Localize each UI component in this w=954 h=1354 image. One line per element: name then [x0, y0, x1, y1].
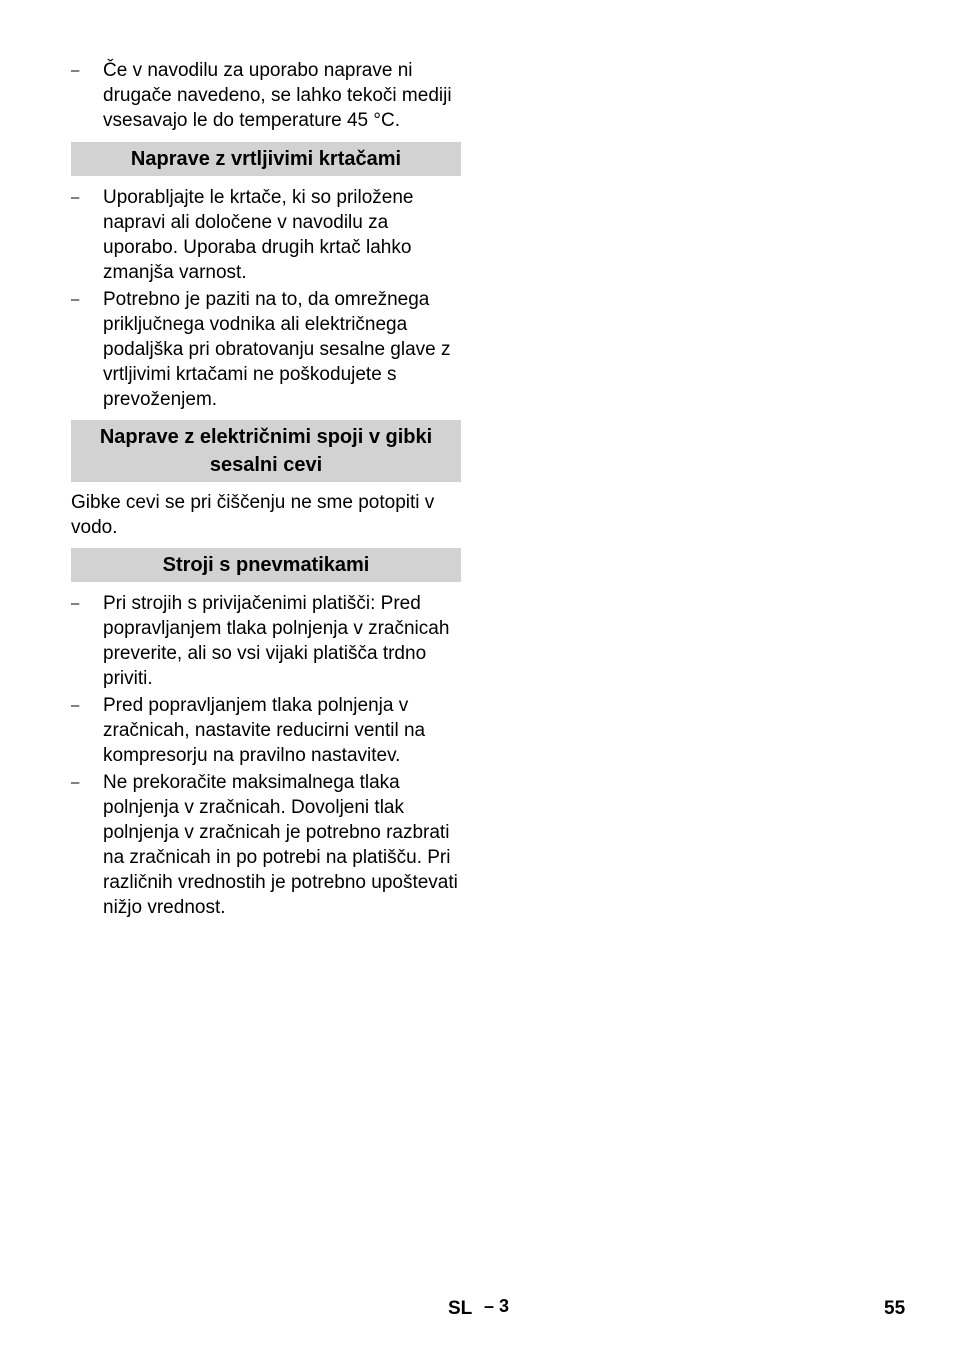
- list-item: [71, 770, 461, 920]
- list-item: [71, 287, 461, 412]
- footer-language-code: SL: [448, 1298, 473, 1319]
- list-item-text: Ne prekoračite maksimalnega tlaka polnjenja v zračnicah. Dovoljeni tlak polnjenja v zračnicah je potrebno razbrati na zračnicah in po potrebi na platišču. Pri različnih vrednostih je potrebno upoštevati nižjo vrednost.: [103, 772, 458, 918]
- section-heading-rotating-brushes: Naprave z vrtljivimi krtačami: [71, 142, 461, 176]
- list-item: [71, 185, 461, 285]
- section-heading-tyres: Stroji s pnevmatikami: [71, 548, 461, 582]
- bullet-dash: –: [71, 189, 80, 206]
- bullet-dash: –: [71, 62, 80, 79]
- footer-local-page: – 3: [484, 1296, 510, 1316]
- section-heading-electrical-hose: Naprave z električnimi spoji v gibki sesalni cevi: [71, 420, 461, 482]
- paragraph: Gibke cevi se pri čiščenju ne sme potopiti v vodo.: [71, 492, 435, 538]
- footer-page-number: 55: [884, 1298, 906, 1319]
- list-item-text: Uporabljajte le krtače, ki so priložene napravi ali določene v navodilu za uporabo. Uporaba drugih krtač lahko zmanjša varnost.: [103, 187, 414, 283]
- list-item: [71, 58, 461, 133]
- list-item-text: Potrebno je paziti na to, da omrežnega priključnega vodnika ali električnega podaljška pri obratovanju sesalne glave z vrtljivimi krtačami ne poškodujete s prevoženjem.: [103, 289, 451, 410]
- list-item-text: Pred popravljanjem tlaka polnjenja v zračnicah, nastavite reducirni ventil na kompresorju na pravilno nastavitev.: [103, 695, 426, 766]
- list-item: [71, 591, 461, 691]
- bullet-dash: –: [71, 774, 80, 791]
- list-item-text: Pri strojih s privijačenimi platišči: Pred popravljanjem tlaka polnjenja v zračnicah preverite, ali so vsi vijaki platišča trdno priviti.: [103, 593, 450, 689]
- bullet-dash: –: [71, 291, 80, 308]
- bullet-dash: –: [71, 595, 80, 612]
- bullet-dash: –: [71, 697, 80, 714]
- list-item-text: Če v navodilu za uporabo naprave ni drugače navedeno, se lahko tekoči mediji vsesavajo le do temperature 45 °C.: [103, 60, 452, 131]
- main-column: [71, 58, 461, 920]
- list-item: [71, 693, 461, 768]
